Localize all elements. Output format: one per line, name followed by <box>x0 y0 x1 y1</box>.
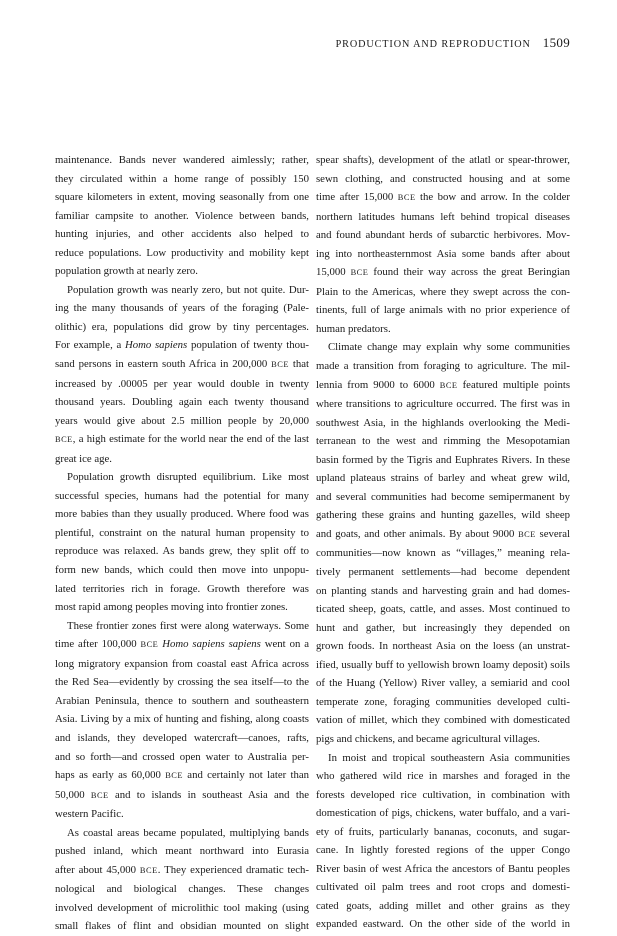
text-line <box>55 899 309 918</box>
running-head-title: PRODUCTION AND REPRODUCTION <box>335 39 531 50</box>
text-line <box>55 655 309 674</box>
text-line <box>55 580 309 599</box>
era-abbreviation: BCE <box>165 771 183 781</box>
era-abbreviation: BCE <box>439 380 458 390</box>
era-abbreviation: BCE <box>90 790 109 800</box>
text-line <box>55 786 309 806</box>
text-line <box>316 674 570 693</box>
running-head <box>336 35 570 51</box>
text-run: square kilometers in extent, moving seasonally from one <box>55 191 309 204</box>
text-run: olithic) era, populations did grow by tiny percentages. <box>55 320 309 333</box>
text-run: and certainly not later than <box>183 769 309 782</box>
text-line <box>55 805 309 824</box>
text-line <box>55 673 309 692</box>
text-line <box>55 766 309 786</box>
text-run: sand persons in eastern south Africa in 200,000 <box>55 358 272 371</box>
text-line <box>316 506 570 525</box>
era-abbreviation: BCE <box>350 268 369 278</box>
text-line <box>55 861 309 881</box>
text-line <box>316 451 570 470</box>
text-run: gathering these grains and hunting gazelles, wild sheep <box>316 509 570 522</box>
text-run: maintenance. Bands never wandered aimlessly; rather, <box>55 154 309 166</box>
text-run: southwest Asia, in the highlands overlooking the Medi- <box>316 416 570 429</box>
text-line <box>55 598 309 617</box>
text-line <box>316 432 570 451</box>
text-line <box>55 393 309 412</box>
text-run: , a high estimate for the world near the end of the last <box>72 433 309 446</box>
text-line <box>55 355 309 375</box>
text-run: and to islands in southeast Asia and the <box>108 788 309 801</box>
text-line <box>316 767 570 786</box>
text-run: went on a <box>260 638 310 651</box>
era-abbreviation: BCE <box>271 360 289 370</box>
text-line <box>316 357 570 376</box>
text-run: temperate zone, foraging communities developed culti- <box>316 695 570 708</box>
text-run: that <box>288 358 309 371</box>
text-run: hunting injuries, and other accidents also helped to <box>55 228 309 241</box>
text-run: sewn clothing, and constructed housing and at some <box>316 172 570 185</box>
text-line <box>55 375 309 394</box>
text-run: communities—now known as “villages,” meaning rela- <box>316 547 570 560</box>
text-line <box>55 225 309 244</box>
text-line <box>316 823 570 842</box>
text-line <box>55 207 309 226</box>
text-run: increased by .00005 per year would double in twenty <box>55 377 309 390</box>
text-line <box>316 860 570 879</box>
text-line <box>55 505 309 524</box>
text-line <box>316 749 570 768</box>
text-line <box>55 487 309 506</box>
text-run: population growth at nearly zero. <box>55 265 198 278</box>
text-line <box>316 656 570 675</box>
right-column <box>316 151 570 934</box>
text-run: human predators. <box>316 322 391 335</box>
text-line <box>316 188 570 208</box>
text-line <box>55 336 309 355</box>
text-line <box>316 338 570 357</box>
text-run: lennia from 9000 to 6000 <box>316 378 440 391</box>
text-run: ticated sheep, goats, cattle, and asses. Most continued to <box>316 603 570 616</box>
text-run: successful species, humans had the potential for many <box>55 489 309 502</box>
text-line <box>316 208 570 227</box>
text-run: In moist and tropical southeastern Asia communities <box>328 751 570 764</box>
text-line <box>55 880 309 899</box>
text-run: River basin of west Africa the ancestors of Bantu peoples <box>316 862 570 875</box>
text-line <box>55 561 309 580</box>
text-line <box>316 245 570 264</box>
text-line <box>55 244 309 263</box>
italic-term: Homo sapiens <box>124 339 188 352</box>
text-run: ety of fruits, particularly bananas, coconuts, and sugar- <box>316 825 570 838</box>
text-line <box>316 600 570 619</box>
text-line <box>316 301 570 320</box>
text-run: grown foods. In northeast Asia on the loess (an unstrat- <box>316 640 570 653</box>
text-run: form new bands, which could then move into unpopu- <box>55 564 309 577</box>
text-run: reduce populations. Low productivity and mobility kept <box>55 246 309 259</box>
text-line <box>316 915 570 934</box>
text-run: long migratory expansion from coastal east Africa across <box>55 657 309 670</box>
text-line <box>316 544 570 563</box>
text-run: time after 15,000 <box>316 191 398 204</box>
text-run: the Red Sea—evidently by crossing the sea itself—to the <box>55 676 309 689</box>
text-run: These frontier zones first were along waterways. Some <box>67 619 309 632</box>
text-line <box>316 582 570 601</box>
text-run: nological and biological changes. These changes <box>55 883 309 896</box>
text-line <box>316 320 570 339</box>
text-line <box>316 897 570 916</box>
text-run: great ice age. <box>55 452 112 465</box>
era-abbreviation: BCE <box>139 865 158 875</box>
text-line <box>55 692 309 711</box>
era-abbreviation: BCE <box>140 640 159 650</box>
era-abbreviation: BCE <box>518 529 536 539</box>
text-run: For example, a <box>55 339 125 352</box>
text-run: several <box>535 527 570 540</box>
text-line <box>316 730 570 749</box>
text-run: cated goats, adding millet and other grains as they <box>316 899 570 912</box>
text-run: more babies than they usually produced. Where food was <box>55 508 309 521</box>
text-run: plentiful, constraint on the natural human propensity to <box>55 526 309 539</box>
text-run: pigs and chickens, and became agricultural villages. <box>316 732 540 745</box>
text-line <box>316 395 570 414</box>
text-line <box>316 525 570 545</box>
text-line <box>316 786 570 805</box>
text-run: domestication of pigs, chickens, water buffalo, and a vari- <box>316 807 570 820</box>
text-line <box>316 563 570 582</box>
text-line <box>55 318 309 337</box>
text-line <box>316 283 570 302</box>
text-line <box>55 917 309 936</box>
text-run: upland plateaus strains of barley and wheat grew wild, <box>316 472 570 485</box>
text-line <box>55 450 309 469</box>
text-line <box>55 170 309 189</box>
text-run: lated territories rich in forage. Growth therefore was <box>55 582 309 595</box>
text-run: involved development of microlithic tool making (using <box>55 901 309 914</box>
text-run: on planting stands and harvesting grain and had domes- <box>316 584 570 597</box>
text-line <box>316 619 570 638</box>
left-column <box>55 151 309 936</box>
text-run: years would give about 2.5 million people by 20,000 <box>55 414 309 427</box>
text-run: Population growth disrupted equilibrium. Like most <box>67 471 309 484</box>
text-run: found their way across the great Beringian <box>368 266 571 279</box>
text-line <box>55 151 309 170</box>
text-run: vation of millet, which they combined with domesticated <box>316 714 570 727</box>
text-run: Population growth was nearly zero, but not quite. Dur- <box>67 283 309 296</box>
text-run: featured multiple points <box>457 378 570 391</box>
text-run: 50,000 <box>55 788 91 801</box>
text-run: expanded eastward. On the other side of the world in <box>316 918 570 931</box>
text-line <box>55 412 309 431</box>
text-run: spear shafts), development of the atlatl or spear-thrower, <box>316 154 570 166</box>
text-line <box>55 710 309 729</box>
text-line <box>316 878 570 897</box>
text-run: Plain to the Americas, where they swept across the con- <box>316 285 570 298</box>
text-run: who gathered wild rice in marshes and foraged in the <box>316 770 570 783</box>
era-abbreviation: BCE <box>55 435 73 445</box>
text-run: thousand years. Doubling again each twenty thousand <box>55 396 309 409</box>
text-line <box>55 468 309 487</box>
text-line <box>316 226 570 245</box>
text-run: time after 100,000 <box>55 638 141 651</box>
text-line <box>316 263 570 283</box>
text-line <box>316 841 570 860</box>
text-run: and several communities had become semipermanent by <box>316 490 570 503</box>
text-line <box>55 729 309 748</box>
text-line <box>55 824 309 843</box>
text-line <box>316 804 570 823</box>
text-run: ing into northeasternmost Asia some bands after about <box>316 247 570 260</box>
text-run: Climate change may explain why some communities <box>328 341 570 354</box>
text-run: 15,000 <box>316 266 351 279</box>
text-run: they circulated within a home range of possibly 150 <box>55 172 309 185</box>
text-line <box>316 170 570 189</box>
text-line <box>55 617 309 636</box>
text-run: made a transition from foraging to agriculture. The mil- <box>316 360 570 373</box>
text-run: after about 45,000 <box>55 863 140 876</box>
text-line <box>55 842 309 861</box>
text-run: ified, usually buff to yellowish brown loamy deposit) soils <box>316 658 570 671</box>
text-run: Arabian Peninsula, thence to southern and southeastern <box>55 694 309 707</box>
text-run: the bow and arrow. In the colder <box>415 191 570 204</box>
text-run: tively permanent settlements—had become dependent <box>316 566 570 579</box>
text-run: and found abundant herds of subarctic herbivores. Mov- <box>316 229 570 242</box>
text-line <box>55 542 309 561</box>
text-run: hunt and gather, but increasingly they depended on <box>316 621 570 634</box>
text-line <box>55 635 309 655</box>
text-run: pushed inland, which meant northward into Eurasia <box>55 845 309 858</box>
text-run: haps as early as 60,000 <box>55 769 166 782</box>
text-line <box>316 376 570 396</box>
text-run: most rapid among peoples moving into frontier zones. <box>55 601 288 614</box>
text-line <box>316 151 570 170</box>
text-run: As coastal areas became populated, multiplying bands <box>67 826 309 839</box>
text-run: western Pacific. <box>55 808 124 821</box>
text-run: where transitions to agriculture occurred. The first was in <box>316 398 570 411</box>
era-abbreviation: BCE <box>397 193 416 203</box>
text-run: terranean to the west and rimming the Mesopotamian <box>316 435 570 448</box>
text-run: and so forth—and crossed open water to Australia per- <box>55 750 309 763</box>
text-line <box>55 524 309 543</box>
text-line <box>316 693 570 712</box>
italic-term: Homo sapiens sapiens <box>162 638 261 651</box>
text-run: familiar campsite to another. Violence between bands, <box>55 209 309 222</box>
text-line <box>316 488 570 507</box>
text-line <box>316 711 570 730</box>
text-run: . They experienced dramatic tech- <box>157 863 310 876</box>
text-run: northern latitudes humans left behind tropical diseases <box>316 210 570 223</box>
text-line <box>55 188 309 207</box>
text-run: cultivated oil palm trees and root crops and domesti- <box>316 881 570 894</box>
text-line <box>55 299 309 318</box>
text-line <box>55 430 309 450</box>
text-run: Asia. Living by a mix of hunting and fishing, along coasts <box>55 713 309 726</box>
page-number: 1509 <box>542 35 570 50</box>
text-run: tinents, full of large animals with no prior experience of <box>316 304 570 317</box>
text-line <box>316 637 570 656</box>
text-run: reproduce was relaxed. As bands grew, they split off to <box>55 545 309 558</box>
text-run: population of twenty thou- <box>187 339 309 352</box>
text-line <box>316 414 570 433</box>
text-run: small flakes of flint and obsidian mounted on slight <box>55 920 309 933</box>
text-run: and goats, and other animals. By about 9000 <box>316 527 519 540</box>
text-line <box>55 281 309 300</box>
text-run: forests developed rice cultivation, in combination with <box>316 788 570 801</box>
text-run: cane. In lightly forested regions of the upper Congo <box>316 844 570 857</box>
text-run: ing the many thousands of years of the foraging (Pale- <box>55 302 309 315</box>
text-run: and islands, they developed watercraft—canoes, rafts, <box>55 731 309 744</box>
text-line <box>316 469 570 488</box>
text-line <box>55 748 309 767</box>
text-run: basin formed by the Tigris and Euphrates Rivers. In these <box>316 453 570 466</box>
text-run: of the Huang (Yellow) River valley, a semiarid and cool <box>316 677 570 690</box>
text-line <box>55 262 309 281</box>
